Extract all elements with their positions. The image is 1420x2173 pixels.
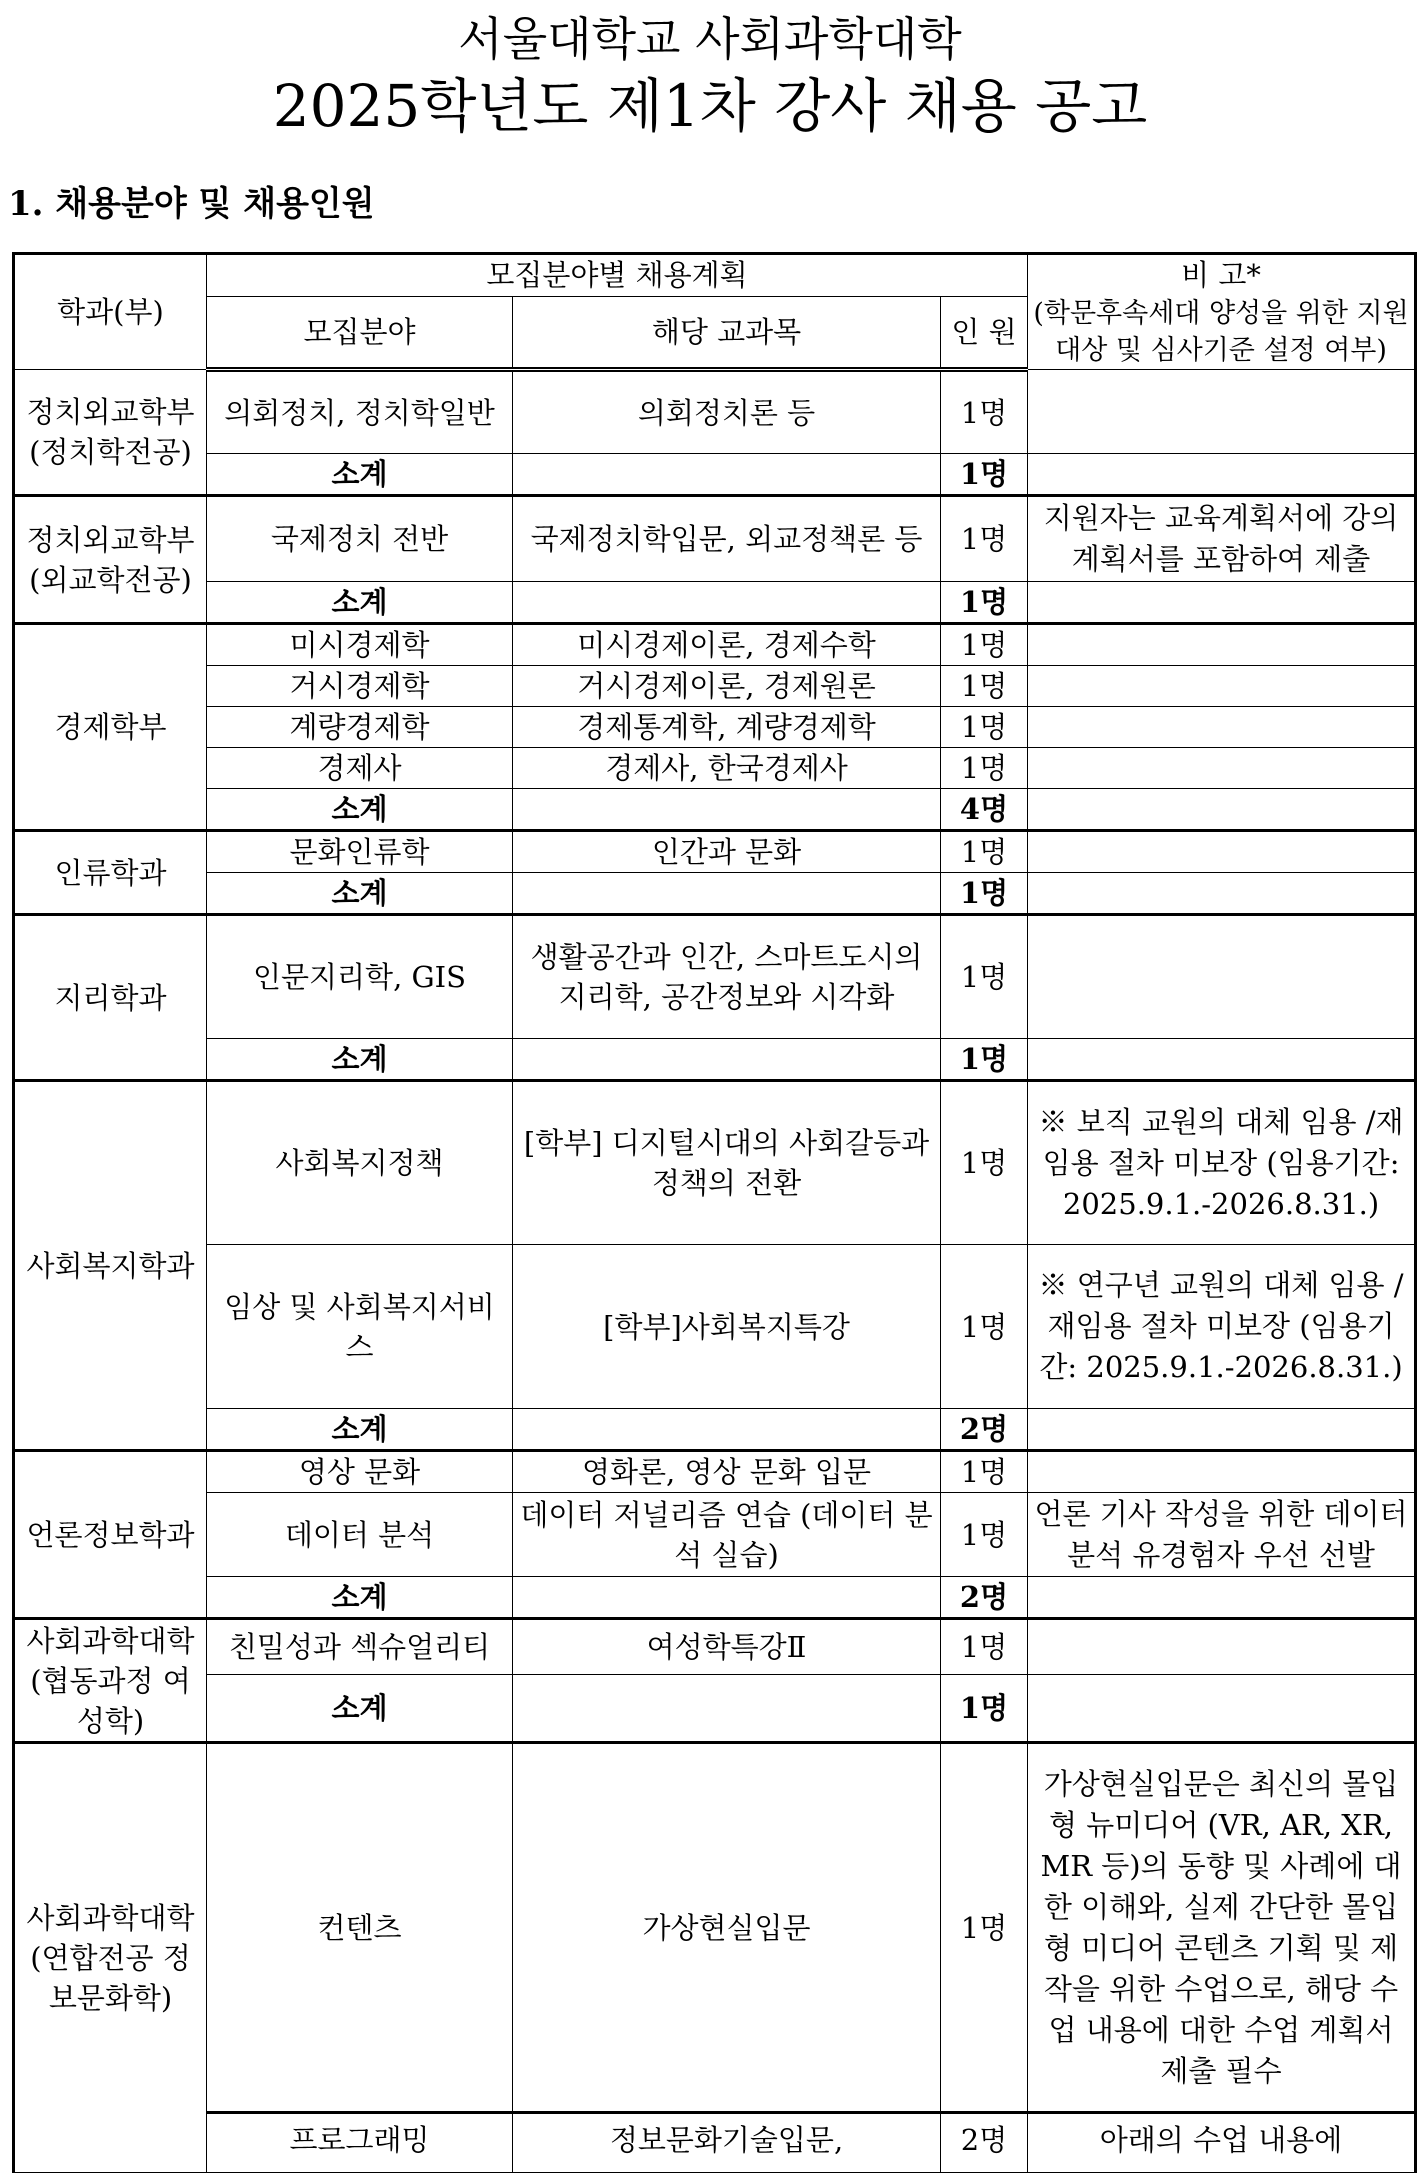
field-cell: 영상 문화 xyxy=(207,1451,513,1493)
count-cell: 1명 xyxy=(941,370,1028,454)
dept-cell: 정치외교학부 (외교학전공) xyxy=(14,496,207,624)
empty-cell xyxy=(513,582,941,624)
field-cell: 국제정치 전반 xyxy=(207,496,513,582)
count-cell: 1명 xyxy=(941,707,1028,748)
empty-cell xyxy=(513,789,941,831)
subtotal-count: 4명 xyxy=(941,789,1028,831)
remark-cell xyxy=(1028,370,1416,454)
empty-cell xyxy=(1028,1039,1416,1081)
field-cell: 의회정치, 정치학일반 xyxy=(207,370,513,454)
dept-cell: 사회과학대학 (협동과정 여성학) xyxy=(14,1619,207,1743)
header-remark xyxy=(1028,254,1416,370)
table-row xyxy=(14,915,1416,1039)
empty-cell xyxy=(1028,582,1416,624)
field-cell: 문화인류학 xyxy=(207,831,513,873)
table-row xyxy=(14,1081,1416,1245)
dept-cell: 경제학부 xyxy=(14,624,207,831)
empty-cell xyxy=(1028,1675,1416,1743)
empty-cell xyxy=(1028,1409,1416,1451)
empty-cell xyxy=(1028,1577,1416,1619)
header-remark-title: 비 고* xyxy=(1181,258,1261,292)
dept-cell: 언론정보학과 xyxy=(14,1451,207,1619)
subtotal-label: 소계 xyxy=(207,1039,513,1081)
count-cell: 1명 xyxy=(941,1245,1028,1409)
empty-cell xyxy=(513,1039,941,1081)
table-row xyxy=(14,1743,1416,2113)
header-remark-note: (학문후속세대 양성을 위한 지원대상 및 심사기준 설정 여부) xyxy=(1033,298,1409,366)
count-cell: 1명 xyxy=(941,666,1028,707)
courses-cell: 의회정치론 등 xyxy=(513,370,941,454)
count-cell: 1명 xyxy=(941,1493,1028,1577)
remark-cell: 지원자는 교육계획서에 강의계획서를 포함하여 제출 xyxy=(1028,496,1416,582)
remark-cell xyxy=(1028,831,1416,873)
field-cell: 임상 및 사회복지서비스 xyxy=(207,1245,513,1409)
header-dept: 학과(부) xyxy=(14,254,207,370)
empty-cell xyxy=(1028,454,1416,496)
subtotal-row xyxy=(14,1675,1416,1743)
count-cell: 1명 xyxy=(941,831,1028,873)
courses-cell: 가상현실입문 xyxy=(513,1743,941,2113)
count-cell: 1명 xyxy=(941,748,1028,789)
subtotal-label: 소계 xyxy=(207,1675,513,1743)
field-cell: 프로그래밍 xyxy=(207,2113,513,2173)
table-row xyxy=(14,370,1416,454)
remark-cell xyxy=(1028,748,1416,789)
courses-cell: 경제통계학, 계량경제학 xyxy=(513,707,941,748)
remark-cell: 언론 기사 작성을 위한 데이터 분석 유경험자 우선 선발 xyxy=(1028,1493,1416,1577)
field-cell: 미시경제학 xyxy=(207,624,513,666)
field-cell: 인문지리학, GIS xyxy=(207,915,513,1039)
courses-cell: 거시경제이론, 경제원론 xyxy=(513,666,941,707)
remark-cell: 아래의 수업 내용에 xyxy=(1028,2113,1416,2173)
courses-cell: 영화론, 영상 문화 입문 xyxy=(513,1451,941,1493)
subtotal-row xyxy=(14,1577,1416,1619)
remark-cell: ※ 보직 교원의 대체 임용 /재임용 절차 미보장 (임용기간: 2025.9.1.-2026.8.31.) xyxy=(1028,1081,1416,1245)
empty-cell xyxy=(1028,789,1416,831)
empty-cell xyxy=(513,454,941,496)
subtotal-label: 소계 xyxy=(207,1409,513,1451)
remark-cell xyxy=(1028,915,1416,1039)
count-cell: 1명 xyxy=(941,1619,1028,1675)
header-field: 모집분야 xyxy=(207,296,513,369)
dept-cell: 사회과학대학 (연합전공 정보문화학) xyxy=(14,1743,207,2173)
subtotal-count: 2명 xyxy=(941,1409,1028,1451)
field-cell: 사회복지정책 xyxy=(207,1081,513,1245)
header-count: 인 원 xyxy=(941,296,1028,369)
subtotal-label: 소계 xyxy=(207,789,513,831)
table-row xyxy=(14,707,1416,748)
courses-cell: [학부] 디지털시대의 사회갈등과 정책의 전환 xyxy=(513,1081,941,1245)
empty-cell xyxy=(513,1577,941,1619)
courses-cell: 미시경제이론, 경제수학 xyxy=(513,624,941,666)
table-row xyxy=(14,2113,1416,2173)
courses-cell: 생활공간과 인간, 스마트도시의 지리학, 공간정보와 시각화 xyxy=(513,915,941,1039)
table-row xyxy=(14,748,1416,789)
table-row xyxy=(14,1493,1416,1577)
dept-cell: 사회복지학과 xyxy=(14,1081,207,1451)
empty-cell xyxy=(513,873,941,915)
remark-cell xyxy=(1028,707,1416,748)
remark-cell xyxy=(1028,666,1416,707)
courses-cell: 인간과 문화 xyxy=(513,831,941,873)
remark-cell xyxy=(1028,624,1416,666)
field-cell: 거시경제학 xyxy=(207,666,513,707)
field-cell: 경제사 xyxy=(207,748,513,789)
empty-cell xyxy=(1028,873,1416,915)
header-plan: 모집분야별 채용계획 xyxy=(207,254,1028,297)
field-cell: 데이터 분석 xyxy=(207,1493,513,1577)
count-cell: 1명 xyxy=(941,624,1028,666)
notice-title-line1: 서울대학교 사회과학대학 xyxy=(458,12,962,66)
courses-cell: 경제사, 한국경제사 xyxy=(513,748,941,789)
dept-cell: 인류학과 xyxy=(14,831,207,915)
table-row xyxy=(14,1451,1416,1493)
subtotal-row xyxy=(14,582,1416,624)
remark-cell xyxy=(1028,1619,1416,1675)
table-row xyxy=(14,831,1416,873)
field-cell: 친밀성과 섹슈얼리티 xyxy=(207,1619,513,1675)
count-cell: 1명 xyxy=(941,1451,1028,1493)
subtotal-label: 소계 xyxy=(207,1577,513,1619)
table-row xyxy=(14,1619,1416,1675)
remark-cell xyxy=(1028,1451,1416,1493)
subtotal-count: 1명 xyxy=(941,1675,1028,1743)
count-cell: 1명 xyxy=(941,1743,1028,2113)
courses-cell: 정보문화기술입문, xyxy=(513,2113,941,2173)
count-cell: 1명 xyxy=(941,915,1028,1039)
header-courses: 해당 교과목 xyxy=(513,296,941,369)
dept-cell: 지리학과 xyxy=(14,915,207,1081)
subtotal-row xyxy=(14,1039,1416,1081)
table-row xyxy=(14,1245,1416,1409)
count-cell: 1명 xyxy=(941,1081,1028,1245)
header-row xyxy=(14,254,1416,297)
subtotal-count: 2명 xyxy=(941,1577,1028,1619)
courses-cell: 여성학특강Ⅱ xyxy=(513,1619,941,1675)
subtotal-label: 소계 xyxy=(207,454,513,496)
subtotal-count: 1명 xyxy=(941,873,1028,915)
courses-cell: [학부]사회복지특강 xyxy=(513,1245,941,1409)
subtotal-row xyxy=(14,873,1416,915)
dept-cell: 정치외교학부 (정치학전공) xyxy=(14,370,207,496)
count-cell: 1명 xyxy=(941,496,1028,582)
courses-cell: 데이터 저널리즘 연습 (데이터 분석 실습) xyxy=(513,1493,941,1577)
field-cell: 계량경제학 xyxy=(207,707,513,748)
empty-cell xyxy=(513,1675,941,1743)
recruitment-table xyxy=(12,252,1417,2173)
subtotal-count: 1명 xyxy=(941,454,1028,496)
subtotal-row xyxy=(14,1409,1416,1451)
subtotal-count: 1명 xyxy=(941,1039,1028,1081)
subtotal-row xyxy=(14,789,1416,831)
table-row xyxy=(14,624,1416,666)
count-cell: 2명 xyxy=(941,2113,1028,2173)
table-row xyxy=(14,666,1416,707)
courses-cell: 국제정치학입문, 외교정책론 등 xyxy=(513,496,941,582)
remark-cell: 가상현실입문은 최신의 몰입형 뉴미디어 (VR, AR, XR, MR 등)의 동향 및 사례에 대한 이해와, 실제 간단한 몰입형 미디어 콘텐츠 기획 및 제작을 위한 수업으로, 해당 수업 내용에 대한 수업 계획서 제출 필수 xyxy=(1028,1743,1416,2113)
field-cell: 컨텐츠 xyxy=(207,1743,513,2113)
subtotal-row xyxy=(14,454,1416,496)
empty-cell xyxy=(513,1409,941,1451)
remark-cell: ※ 연구년 교원의 대체 임용 /재임용 절차 미보장 (임용기간: 2025.9.1.-2026.8.31.) xyxy=(1028,1245,1416,1409)
notice-title-line2: 2025학년도 제1차 강사 채용 공고 xyxy=(272,72,1148,140)
section-heading: 1. 채용분야 및 채용인원 xyxy=(8,184,375,224)
subtotal-label: 소계 xyxy=(207,582,513,624)
subtotal-label: 소계 xyxy=(207,873,513,915)
table-row xyxy=(14,496,1416,582)
subtotal-count: 1명 xyxy=(941,582,1028,624)
